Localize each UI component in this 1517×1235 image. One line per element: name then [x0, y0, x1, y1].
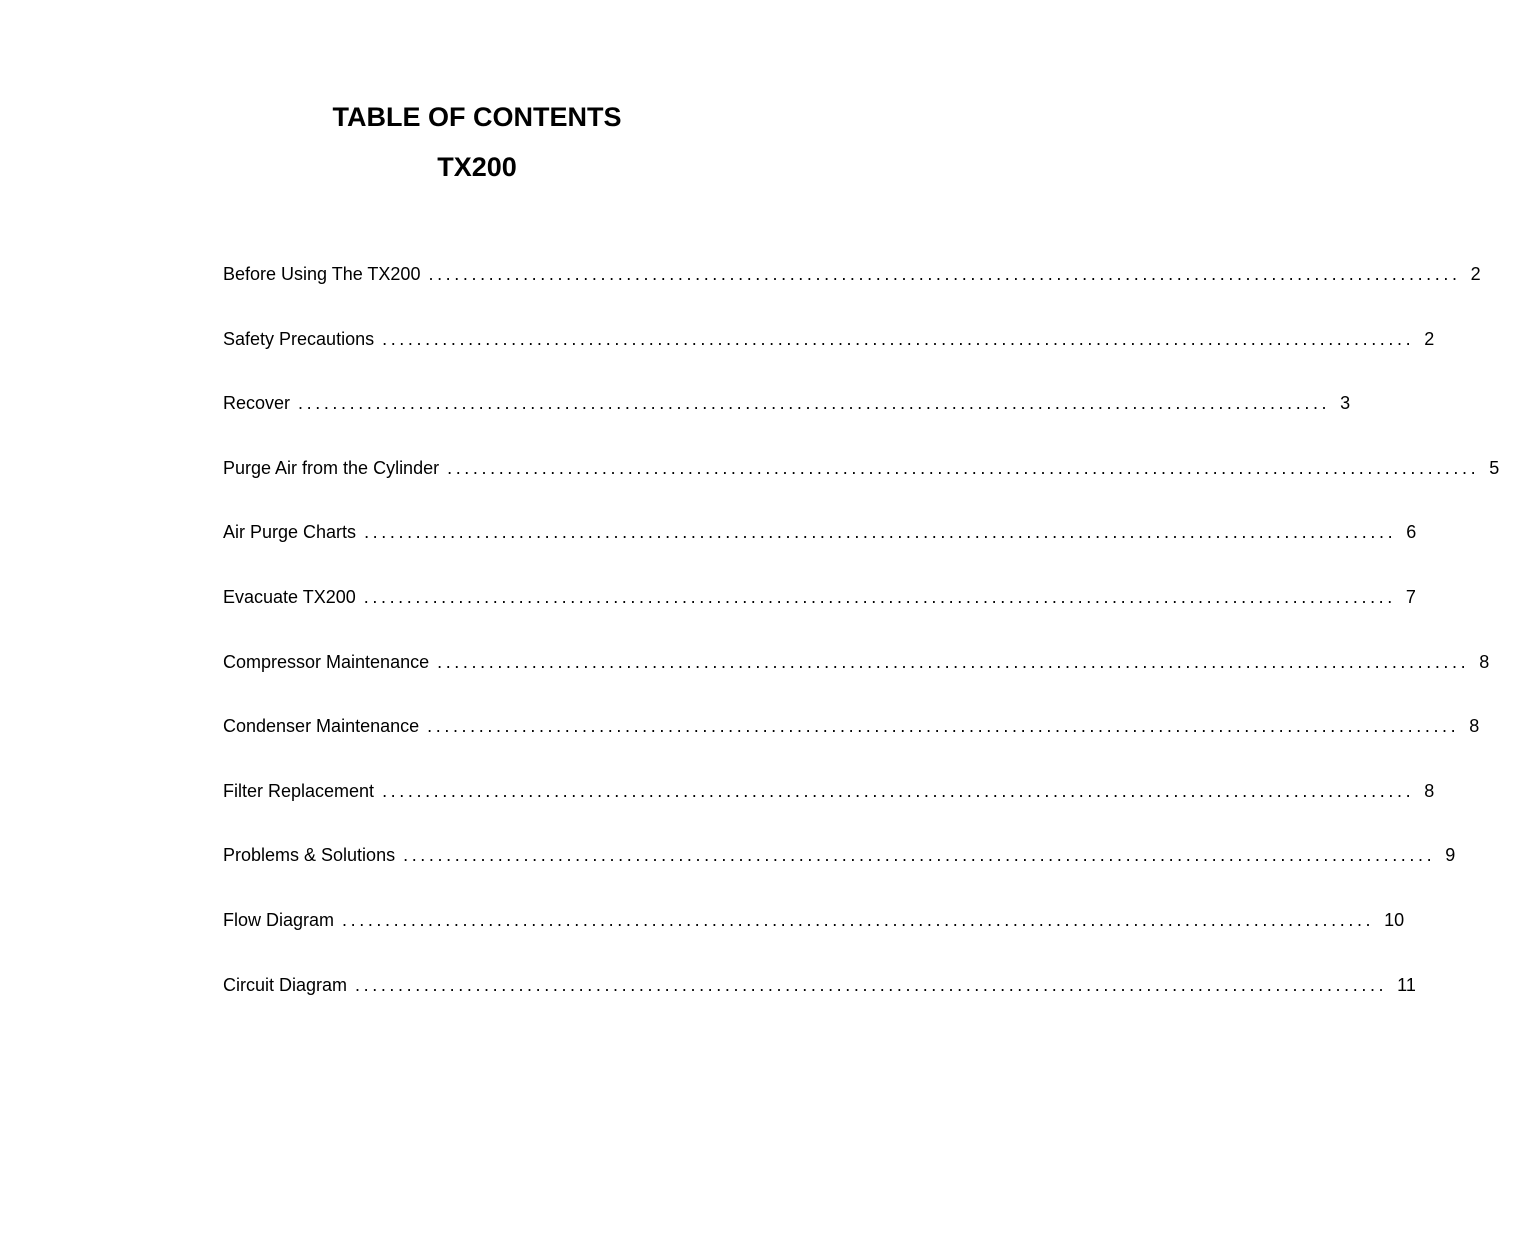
toc-entry: [223, 649, 1490, 714]
toc-leader-dots: ........................................................................................................................: [364, 522, 1397, 543]
toc-entry-label: Before Using The TX200: [223, 264, 421, 284]
toc-leader-dots: ........................................................................................................................: [403, 845, 1436, 866]
toc-entry-page: 2: [1424, 328, 1435, 349]
toc-entry-page: 6: [1406, 522, 1417, 543]
toc-entry: [223, 390, 1351, 455]
toc-leader-dots: ........................................................................................................................: [428, 264, 1461, 284]
toc-entry-label: Evacuate TX200: [223, 586, 356, 607]
toc-entry: [223, 842, 1456, 907]
toc-entry-label: Circuit Diagram: [223, 974, 348, 995]
toc-entry-page: 11: [1397, 974, 1416, 995]
toc-entry-page: 8: [1479, 651, 1490, 672]
toc-leader-dots: ........................................................................................................................: [382, 780, 1415, 801]
toc-entry-label: Air Purge Charts: [223, 522, 357, 543]
toc-entry-label: Problems & Solutions: [223, 845, 396, 866]
toc-entry-page: 8: [1424, 780, 1435, 801]
toc-leader-dots: ........................................................................................................................: [427, 716, 1460, 737]
toc-entry: [223, 261, 1481, 326]
toc-entry: [223, 907, 1405, 972]
toc-entry: [223, 972, 1416, 1037]
toc-entry-page: 5: [1489, 457, 1500, 478]
toc-entry-label: Purge Air from the Cylinder: [223, 457, 440, 478]
toc-entry-label: Condenser Maintenance: [223, 716, 420, 737]
toc-entry-page: 7: [1405, 586, 1416, 607]
toc-entry-page: 8: [1469, 716, 1480, 737]
toc-entry: [223, 455, 1500, 520]
toc-leader-dots: ........................................................................................................................: [298, 393, 1331, 414]
toc-entry: [223, 778, 1435, 843]
toc-entry-page: 3: [1340, 393, 1351, 414]
toc-leader-dots: ........................................................................................................................: [363, 586, 1396, 607]
page-title: TABLE OF CONTENTS: [332, 102, 622, 132]
toc-leader-dots: ........................................................................................................................: [355, 974, 1388, 995]
toc-leader-dots: ........................................................................................................................: [447, 457, 1480, 478]
toc-entry-label: Flow Diagram: [223, 909, 335, 930]
toc-entry: [223, 713, 1480, 778]
toc-entry-label: Safety Precautions: [223, 328, 375, 349]
toc-entry: [223, 584, 1416, 649]
toc-leader-dots: ........................................................................................................................: [437, 651, 1470, 672]
toc-entry-page: 9: [1445, 845, 1456, 866]
table-of-contents: [223, 261, 1500, 1036]
toc-entry-page: 10: [1384, 909, 1405, 930]
toc-entry: [223, 519, 1417, 584]
toc-entry-label: Recover: [223, 393, 291, 414]
toc-entry-page: 2: [1470, 264, 1481, 284]
toc-leader-dots: ........................................................................................................................: [382, 328, 1415, 349]
toc-entry-label: Filter Replacement: [223, 780, 375, 801]
toc-entry: [223, 326, 1435, 391]
page-subtitle: TX200: [437, 152, 517, 182]
toc-leader-dots: ........................................................................................................................: [342, 909, 1375, 930]
toc-entry-label: Compressor Maintenance: [223, 651, 430, 672]
